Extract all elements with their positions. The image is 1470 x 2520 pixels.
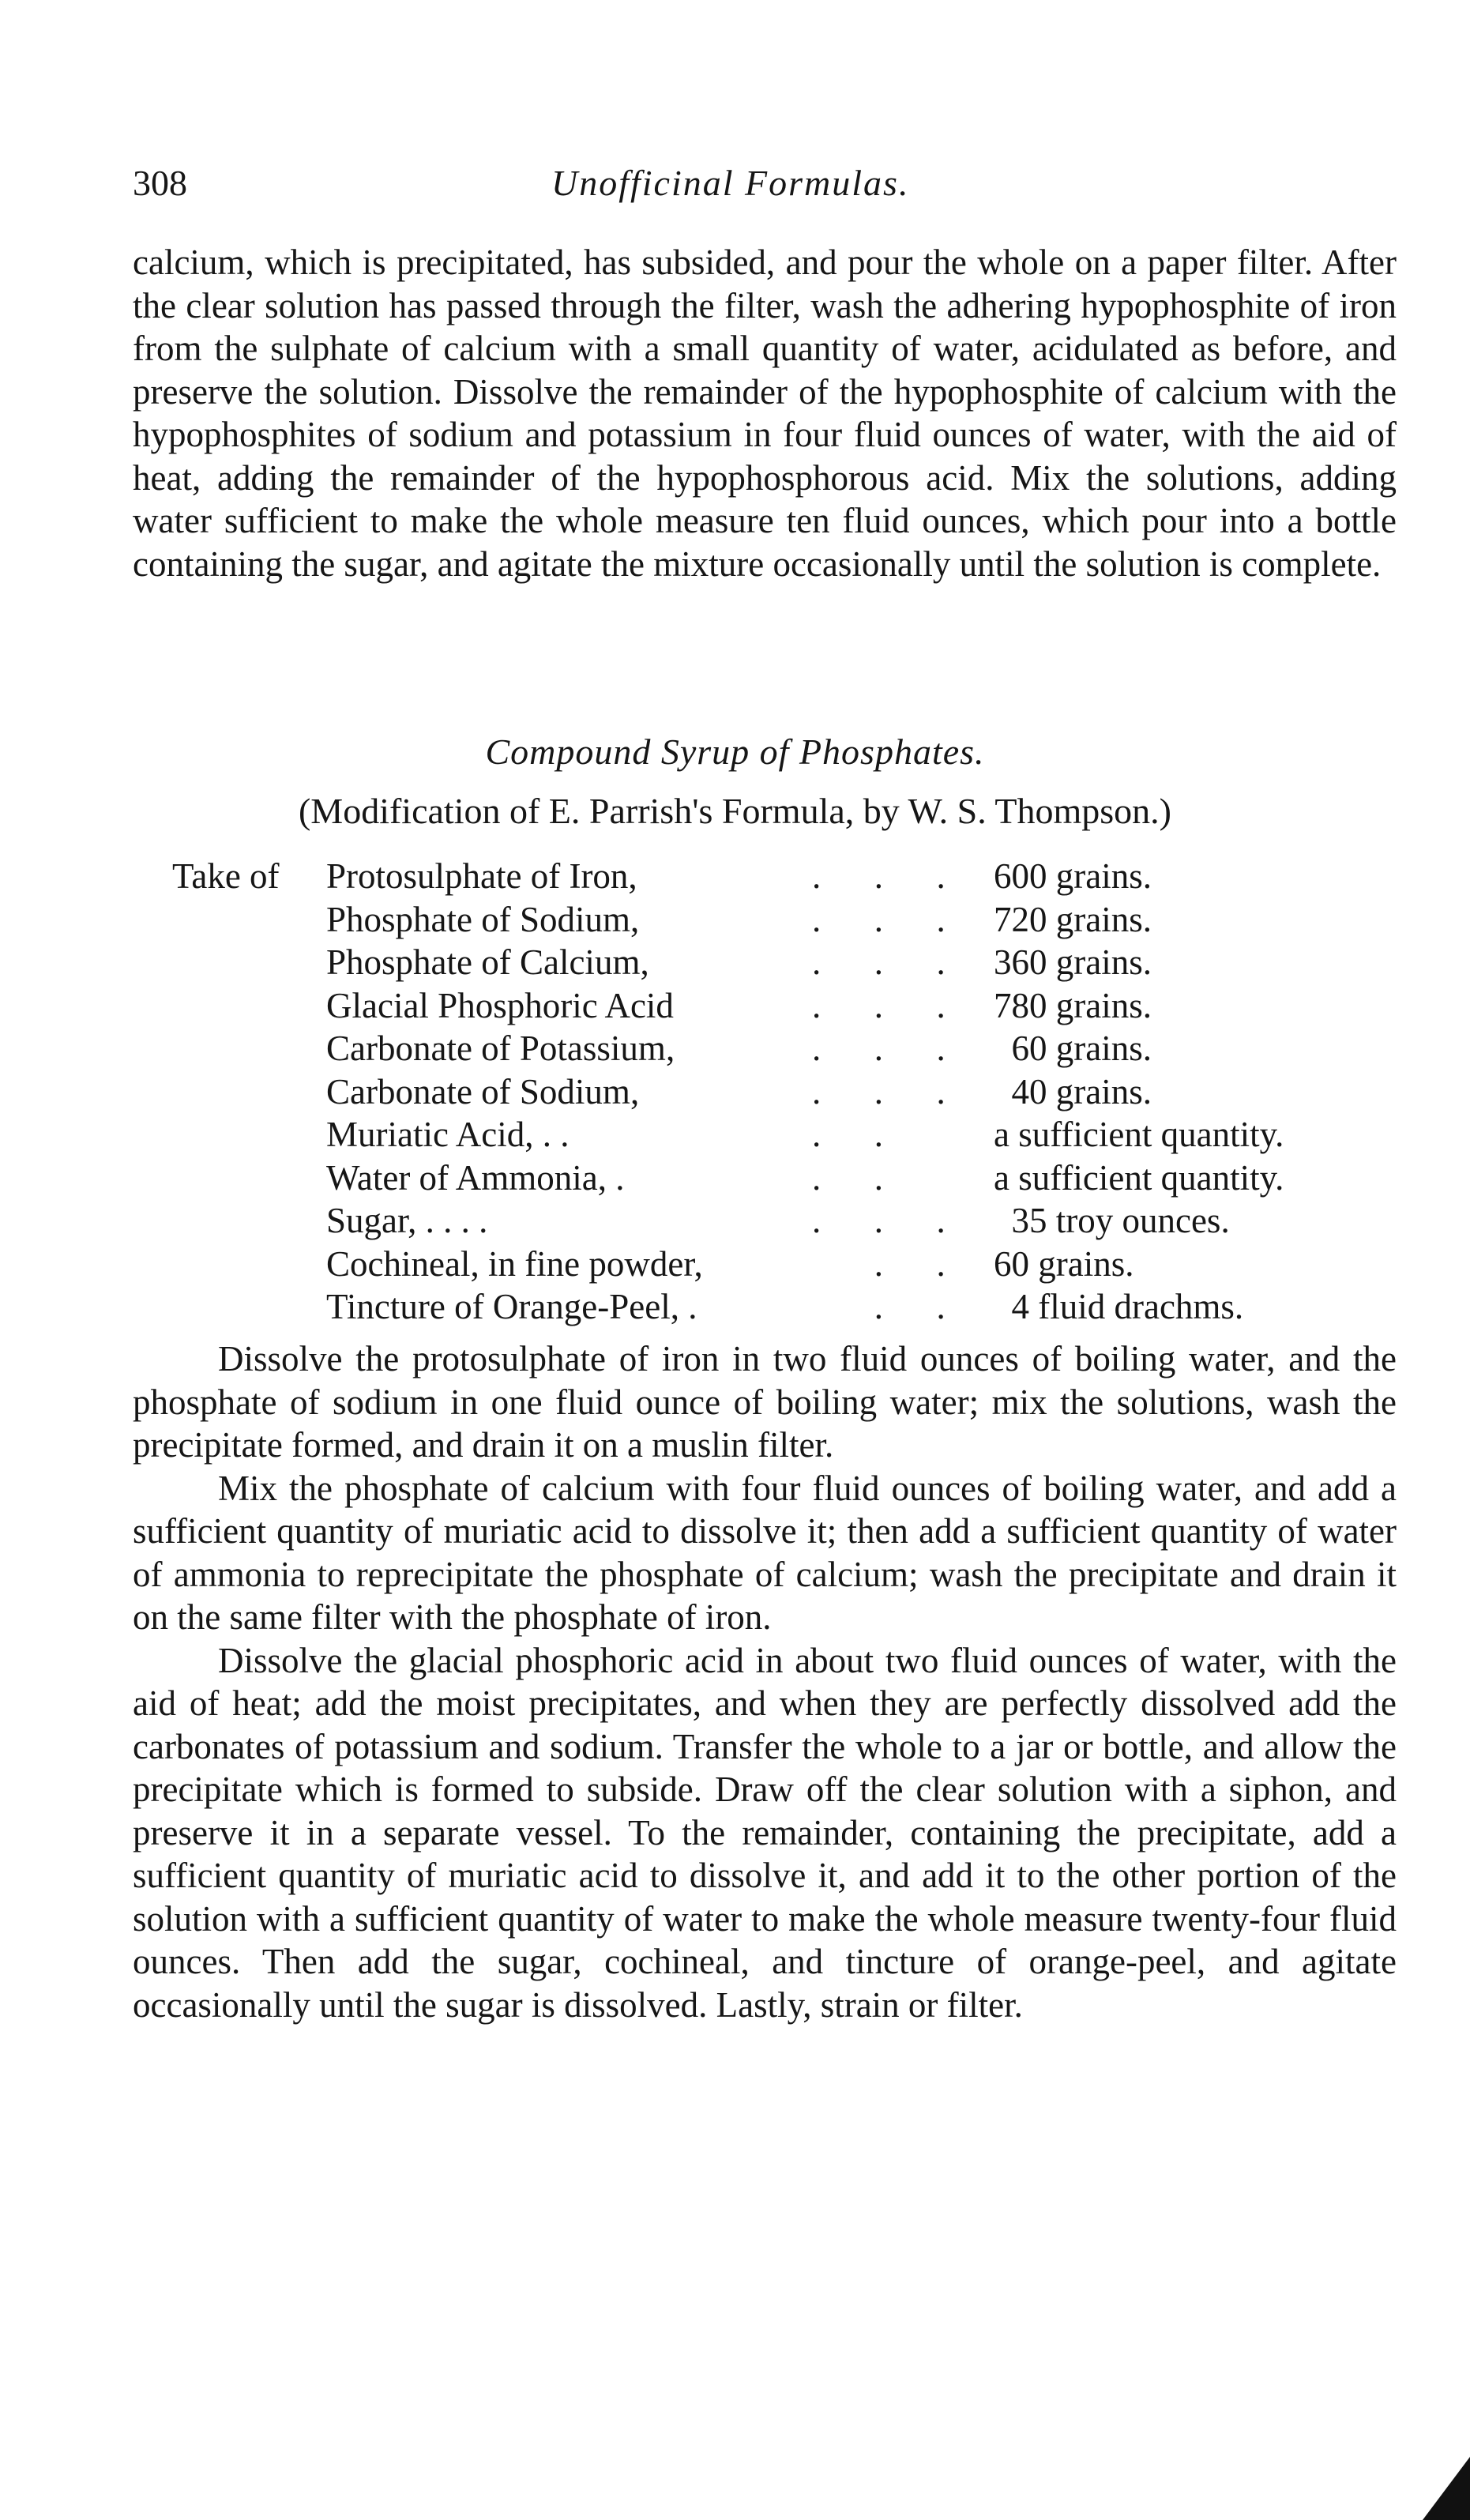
recipe-row bbox=[172, 1243, 1404, 1286]
leader-dots: . . . bbox=[812, 899, 946, 939]
ingredient-quantity: 60 grains. bbox=[994, 1029, 1152, 1068]
ingredient-name: Water of Ammonia, . bbox=[326, 1157, 625, 1198]
recipe-row bbox=[172, 1113, 1404, 1157]
section-title: Compound Syrup of Phosphates. bbox=[485, 732, 985, 772]
leader-dots: . . . bbox=[812, 985, 946, 1025]
running-head bbox=[133, 162, 1397, 209]
ingredient-quantity: 780 grains. bbox=[994, 985, 1152, 1025]
recipe-row bbox=[172, 984, 1404, 1028]
continuation-paragraph-block bbox=[133, 241, 1397, 585]
ingredient-name: Carbonate of Potassium, bbox=[326, 1029, 675, 1068]
ingredient-name: Tincture of Orange-Peel, . bbox=[326, 1287, 697, 1326]
ingredient-name: Phosphate of Calcium, bbox=[326, 942, 649, 982]
page-number: 308 bbox=[133, 163, 187, 203]
ingredient-name: Glacial Phosphoric Acid bbox=[326, 985, 674, 1025]
continuation-paragraph: calcium, which is precipitated, has subsided, and pour the whole on a paper filter. After the clear solution has passed through the filter, wash the adhering hypophosphite of iron from the sulphate of calcium with a small quantity of water, acidulated as before, and preserve the solution. Dissolve the remainder of the hypophosphite of calcium with the hypophosphites of sodium and potassium in four fluid ounces of water, with the aid of heat, adding the remainder of the hypophosphorous acid. Mix the solutions, adding water sufficient to make the whole measure ten fluid ounces, which pour into a bottle containing the sugar, and agitate the mixture occasionally until the solution is complete. bbox=[133, 243, 1397, 584]
leader-dots: . . bbox=[812, 1157, 883, 1198]
instruction-paragraph: Dissolve the glacial phosphoric acid in about two fluid ounces of water, with the aid of heat; add the moist precipitates, and when they are perfectly dissolved add the carbonates of potassium and sodium. Transfer the whole to a jar or bottle, and allow the precipitate which is formed to subside. Draw off the clear solution with a siphon, and preserve it in a separate vessel. To the remainder, containing the precipitate, add a sufficient quantity of muriatic acid to dissolve it, and add it to the other portion of the solution with a sufficient quantity of water to make the whole measure twenty-four fluid ounces. Then add the sugar, cochineal, and tincture of orange-peel, and agitate occasionally until the sugar is dissolved. Lastly, strain or filter. bbox=[133, 1640, 1397, 2025]
ingredient-name: Muriatic Acid, . . bbox=[326, 1115, 570, 1154]
instruction-paragraph: Mix the phosphate of calcium with four fluid ounces of boiling water, and add a sufficient quantity of muriatic acid to dissolve it; then add a sufficient quantity of water of ammonia to reprecipitate the phosphate of calcium; wash the precipitate and drain it on the same filter with the phosphate of iron. bbox=[133, 1468, 1397, 1637]
ingredient-quantity: 600 grains. bbox=[994, 856, 1152, 896]
ingredient-quantity: 360 grains. bbox=[994, 942, 1152, 982]
recipe-row bbox=[172, 898, 1404, 942]
ingredient-quantity: 60 grains. bbox=[994, 1243, 1134, 1284]
leader-dots: . . . bbox=[812, 1071, 946, 1111]
ingredient-quantity: 720 grains. bbox=[994, 899, 1152, 939]
recipe-row bbox=[172, 941, 1404, 984]
recipe-row bbox=[172, 855, 1404, 898]
leader-dots: . . bbox=[812, 1115, 883, 1154]
ingredient-quantity: 40 grains. bbox=[994, 1071, 1152, 1111]
ingredient-quantity: a sufficient quantity. bbox=[994, 1115, 1284, 1154]
leader-dots: . . . bbox=[812, 1201, 946, 1240]
recipe-row bbox=[172, 1070, 1404, 1114]
recipe-row bbox=[172, 1199, 1404, 1243]
running-title: Unofficinal Formulas. bbox=[551, 163, 910, 203]
instructions-block bbox=[133, 1337, 1397, 2026]
recipe-row bbox=[172, 1285, 1404, 1329]
leader-dots: . . . bbox=[812, 856, 946, 896]
ingredient-name: Cochineal, in fine powder, bbox=[326, 1243, 703, 1284]
ingredient-quantity: a sufficient quantity. bbox=[994, 1157, 1284, 1198]
recipe-row bbox=[172, 1027, 1404, 1070]
section-subtitle: (Modification of E. Parrish's Formula, by W. S. Thompson.) bbox=[298, 791, 1171, 831]
instruction-paragraph: Dissolve the protosulphate of iron in two fluid ounces of boiling water, and the phosphate of sodium in one fluid ounce of boiling water; mix the solutions, wash the precipitate formed, and drain it on a muslin filter. bbox=[133, 1339, 1397, 1465]
page-corner-mark bbox=[1423, 2457, 1470, 2520]
ingredient-name: Phosphate of Sodium, bbox=[326, 899, 640, 939]
leader-dots: . . . bbox=[812, 942, 946, 982]
ingredient-quantity: 35 troy ounces. bbox=[994, 1201, 1230, 1240]
leader-dots: . . bbox=[812, 1287, 946, 1326]
ingredient-name: Carbonate of Sodium, bbox=[326, 1071, 640, 1111]
ingredient-name: Sugar, . . . . bbox=[326, 1201, 488, 1240]
leader-dots: . . bbox=[812, 1243, 946, 1284]
take-label: Take of bbox=[172, 856, 280, 896]
ingredient-quantity: 4 fluid drachms. bbox=[994, 1287, 1244, 1326]
ingredient-name: Protosulphate of Iron, bbox=[326, 856, 637, 896]
recipe-row bbox=[172, 1157, 1404, 1200]
leader-dots: . . . bbox=[812, 1029, 946, 1068]
recipe-list bbox=[172, 855, 1404, 1329]
